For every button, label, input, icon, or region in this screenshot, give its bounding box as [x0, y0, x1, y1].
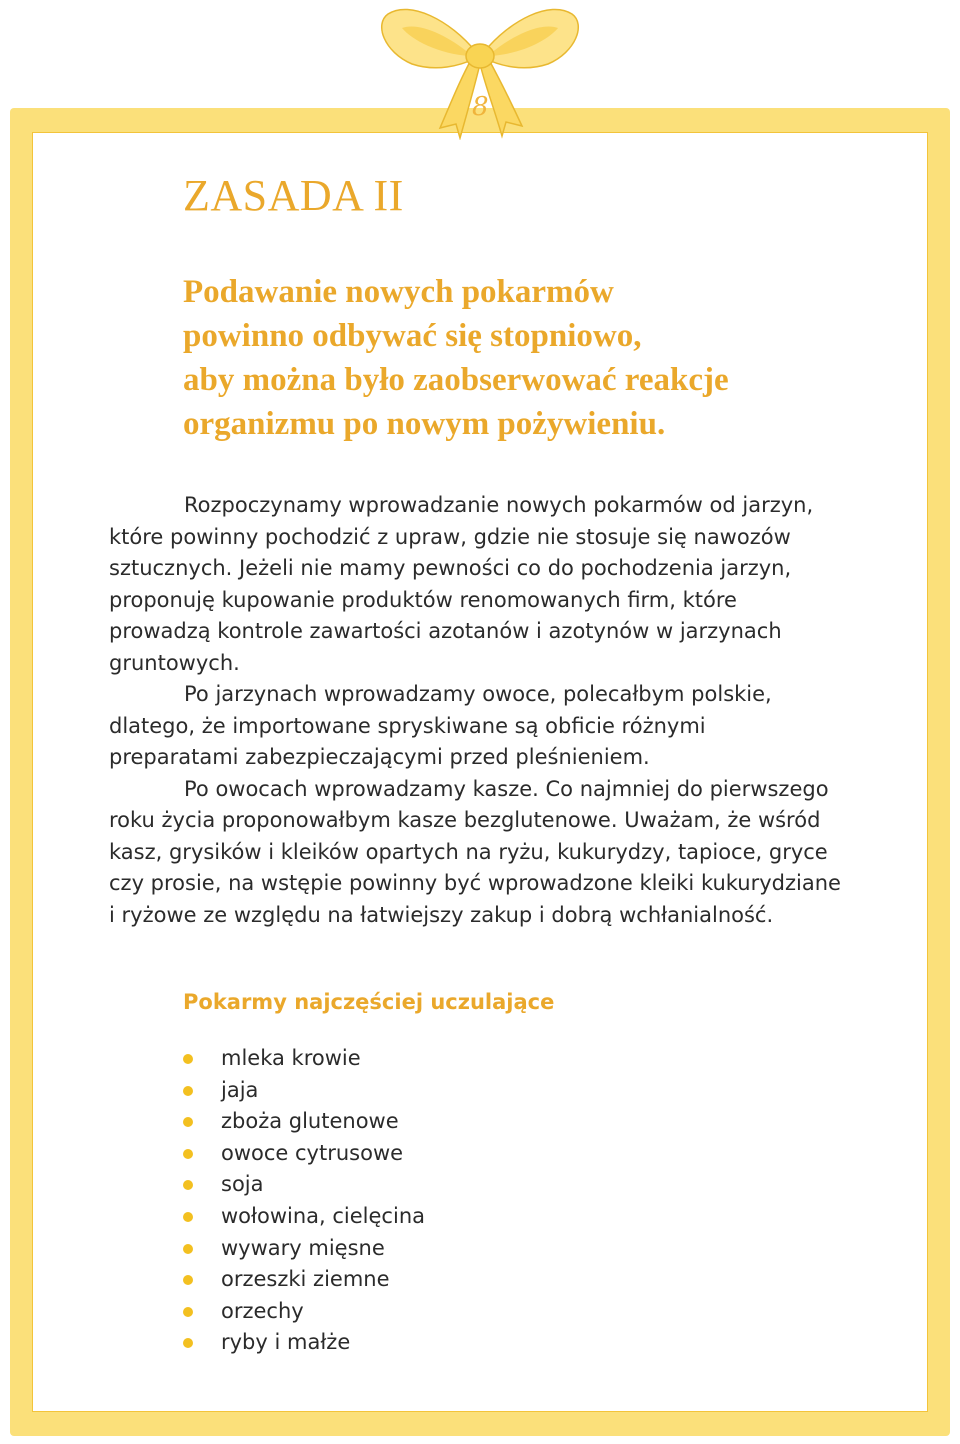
list-item — [183, 1043, 425, 1075]
body-line: Rozpoczynamy wprowadzanie nowych pokarmów od jarzyn, — [184, 493, 814, 517]
list-item-label: jaja — [221, 1077, 259, 1102]
list-item — [183, 1138, 425, 1170]
list-item — [183, 1169, 425, 1201]
body-line: gruntowych. — [109, 650, 240, 675]
bullet-dot-icon — [183, 1149, 193, 1159]
page-title: ZASADA II — [183, 171, 404, 220]
page-number: 8 — [472, 92, 489, 122]
list-item-label: ryby i małże — [221, 1330, 351, 1355]
body-line: kasz, grysików i kleików opartych na ryżu, kukurydzy, tapioce, gryce — [109, 839, 828, 864]
body-line: proponuję kupowanie produktów renomowanych firm, które — [109, 587, 737, 612]
body-line: i ryżowe ze względu na łatwiejszy zakup i dobrą wchłanialność. — [109, 902, 774, 927]
rule-subtitle — [183, 270, 903, 446]
body-line: preparatami zabezpieczającymi przed pleśnieniem. — [109, 745, 650, 769]
body-line: dlatego, że importowane spryskiwane są obficie różnymi — [109, 713, 706, 738]
list-item — [183, 1264, 425, 1296]
list-item-label: owoce cytrusowe — [221, 1140, 404, 1165]
list-item-label: orzechy — [221, 1298, 304, 1323]
list-item-label: wywary mięsne — [221, 1235, 385, 1260]
list-item-label: orzeszki ziemne — [221, 1267, 390, 1292]
list-item — [183, 1106, 425, 1138]
body-line: Po jarzynach wprowadzamy owoce, polecałbym polskie, — [184, 682, 772, 706]
bullet-dot-icon — [183, 1307, 193, 1317]
list-item — [183, 1327, 425, 1359]
list-item — [183, 1296, 425, 1328]
body-line: które powinny pochodzić z upraw, gdzie nie stosuje się nawozów — [109, 524, 791, 549]
subtitle-line: aby można było zaobserwować reakcje — [183, 362, 729, 398]
bullet-dot-icon — [183, 1244, 193, 1254]
allergen-list — [183, 1043, 425, 1359]
subtitle-line: organizmu po nowym pożywieniu. — [183, 406, 666, 442]
body-line: prowadzą kontrole zawartości azotanów i azotynów w jarzynach — [109, 619, 782, 643]
bullet-dot-icon — [183, 1054, 193, 1064]
body-line: sztucznych. Jeżeli nie mamy pewności co do pochodzenia jarzyn, — [109, 556, 792, 580]
list-item — [183, 1201, 425, 1233]
bullet-dot-icon — [183, 1086, 193, 1096]
body-line: czy prosie, na wstępie powinny być wprowadzone kleiki kukurydziane — [109, 871, 841, 895]
bullet-dot-icon — [183, 1117, 193, 1127]
bullet-dot-icon — [183, 1180, 193, 1190]
allergens-heading: Pokarmy najczęściej uczulające — [183, 990, 555, 1014]
list-item-label: soja — [221, 1172, 264, 1197]
list-item-label: mleka krowie — [221, 1046, 361, 1070]
body-text — [109, 490, 879, 931]
body-line: Po owocach wprowadzamy kasze. Co najmniej do pierwszego — [184, 776, 829, 801]
bullet-dot-icon — [183, 1338, 193, 1348]
bullet-dot-icon — [183, 1212, 193, 1222]
list-item-label: wołowina, cielęcina — [221, 1203, 425, 1228]
subtitle-line: Podawanie nowych pokarmów — [183, 274, 614, 310]
body-line: roku życia proponowałbym kasze bezglutenowe. Uważam, że wśród — [109, 808, 821, 832]
bullet-dot-icon — [183, 1275, 193, 1285]
list-item-label: zboża glutenowe — [221, 1109, 399, 1134]
subtitle-line: powinno odbywać się stopniowo, — [183, 318, 642, 354]
list-item — [183, 1233, 425, 1265]
list-item — [183, 1075, 425, 1107]
